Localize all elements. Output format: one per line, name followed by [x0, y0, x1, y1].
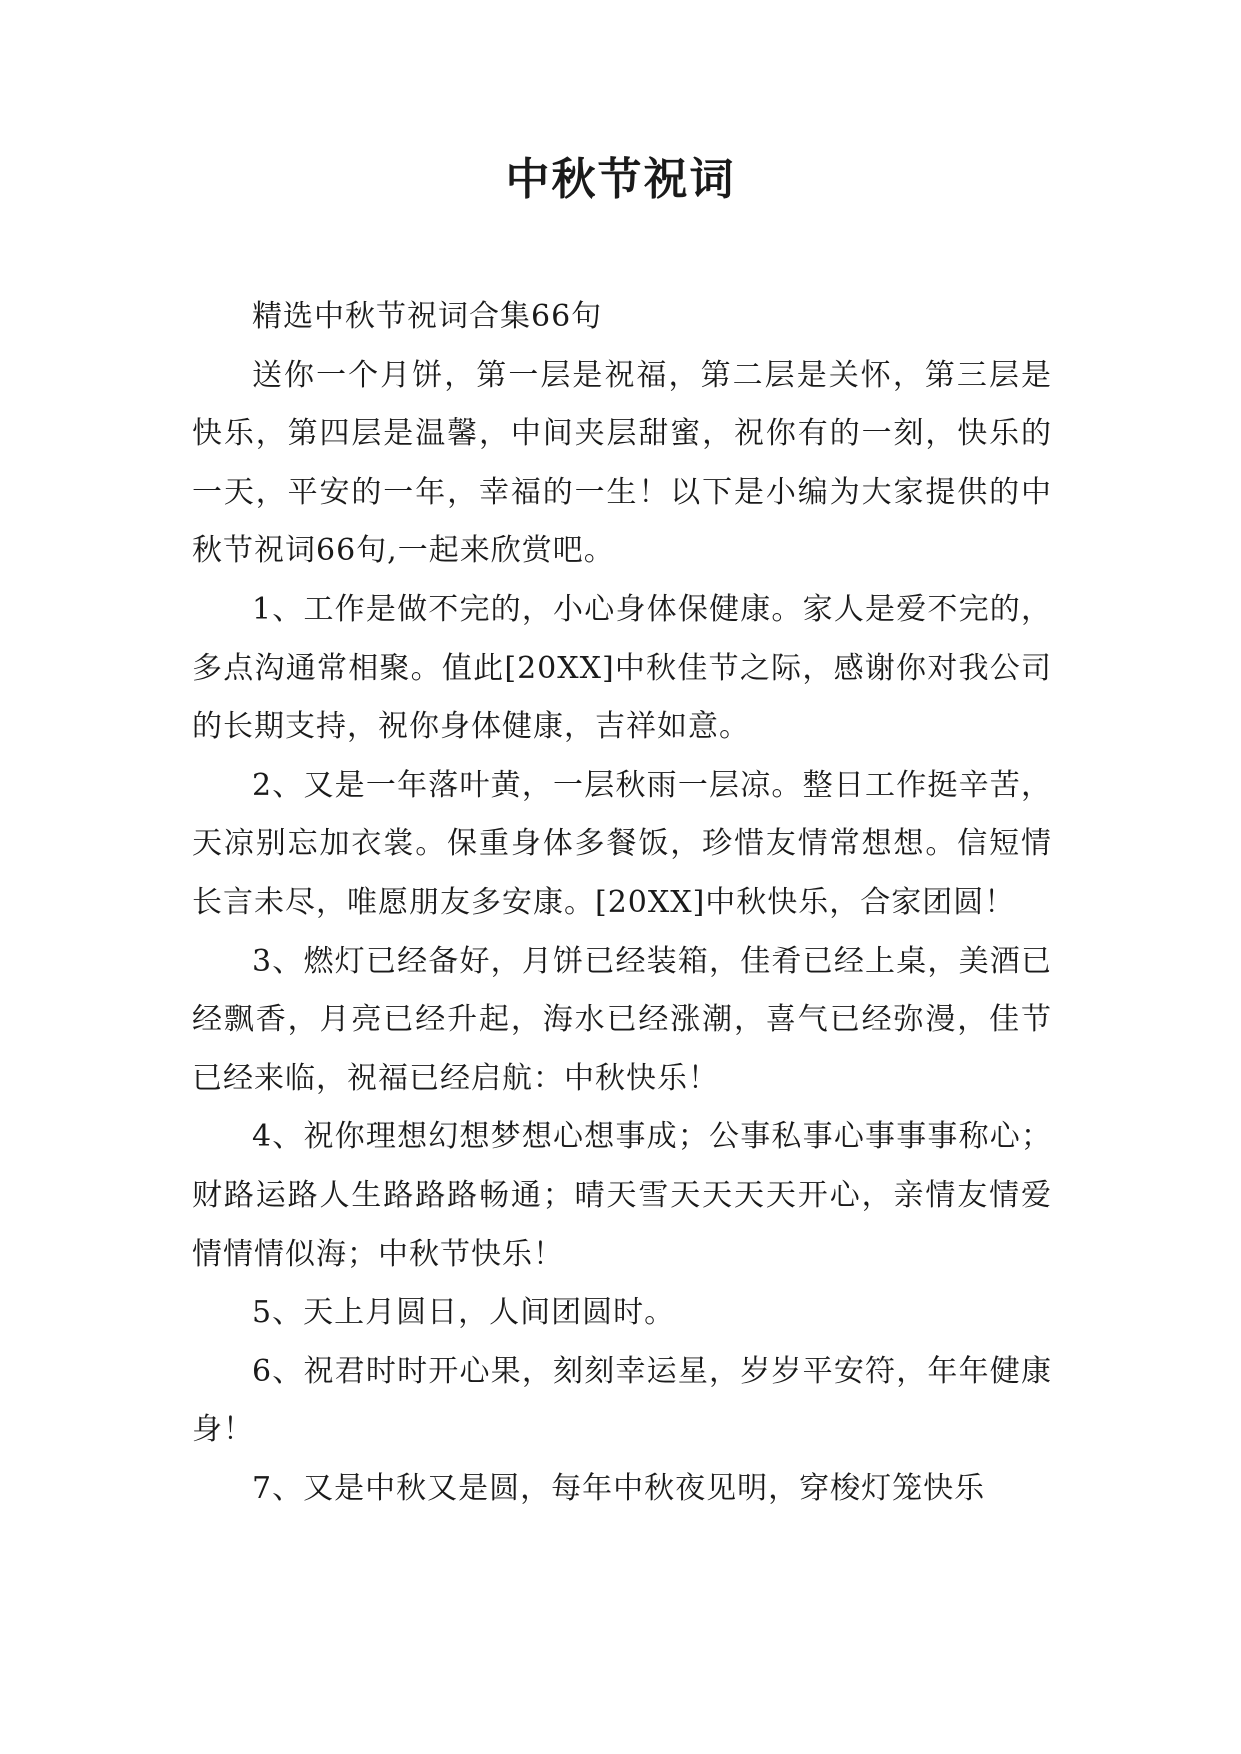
- document-body: [192, 288, 1052, 1518]
- paragraph-item-4: 4、祝你理想幻想梦想心想事成；公事私事心事事事称心；财路运路人生路路路畅通；晴天雪天天天天开心，亲情友情爱情情情似海；中秋节快乐！: [192, 1119, 1052, 1272]
- paragraph-intro: 精选中秋节祝词合集66句: [252, 299, 603, 334]
- paragraph-item-6: 6、祝君时时开心果，刻刻幸运星，岁岁平安符，年年健康身！: [192, 1353, 1052, 1448]
- page-title: 中秋节祝词: [505, 154, 736, 205]
- paragraph-item-2: 2、又是一年落叶黄，一层秋雨一层凉。整日工作挺辛苦，天凉别忘加衣裳。保重身体多餐饭，珍惜友情常想想。信短情长言未尽，唯愿朋友多安康。[20XX]中秋快乐，合家团圆！: [192, 767, 1052, 920]
- paragraph-item-1: 1、工作是做不完的，小心身体保健康。家人是爱不完的，多点沟通常相聚。值此[20XX]中秋佳节之际，感谢你对我公司的长期支持，祝你身体健康，吉祥如意。: [192, 591, 1052, 745]
- paragraph-item-3: 3、燃灯已经备好，月饼已经装箱，佳肴已经上桌，美酒已经飘香，月亮已经升起，海水已经涨潮，喜气已经弥漫，佳节已经来临，祝福已经启航：中秋快乐！: [192, 943, 1052, 1096]
- paragraph-item-5: 5、天上月圆日，人间团圆时。: [252, 1295, 676, 1331]
- paragraph-preface: 送你一个月饼，第一层是祝福，第二层是关怀，第三层是快乐，第四层是温馨，中间夹层甜蜜，祝你有的一刻，快乐的一天，平安的一年，幸福的一生！以下是小编为大家提供的中秋节祝词66句,一起来欣赏吧。: [192, 357, 1052, 569]
- paragraph-item-7: 7、又是中秋又是圆，每年中秋夜见明，穿梭灯笼快乐: [252, 1470, 986, 1506]
